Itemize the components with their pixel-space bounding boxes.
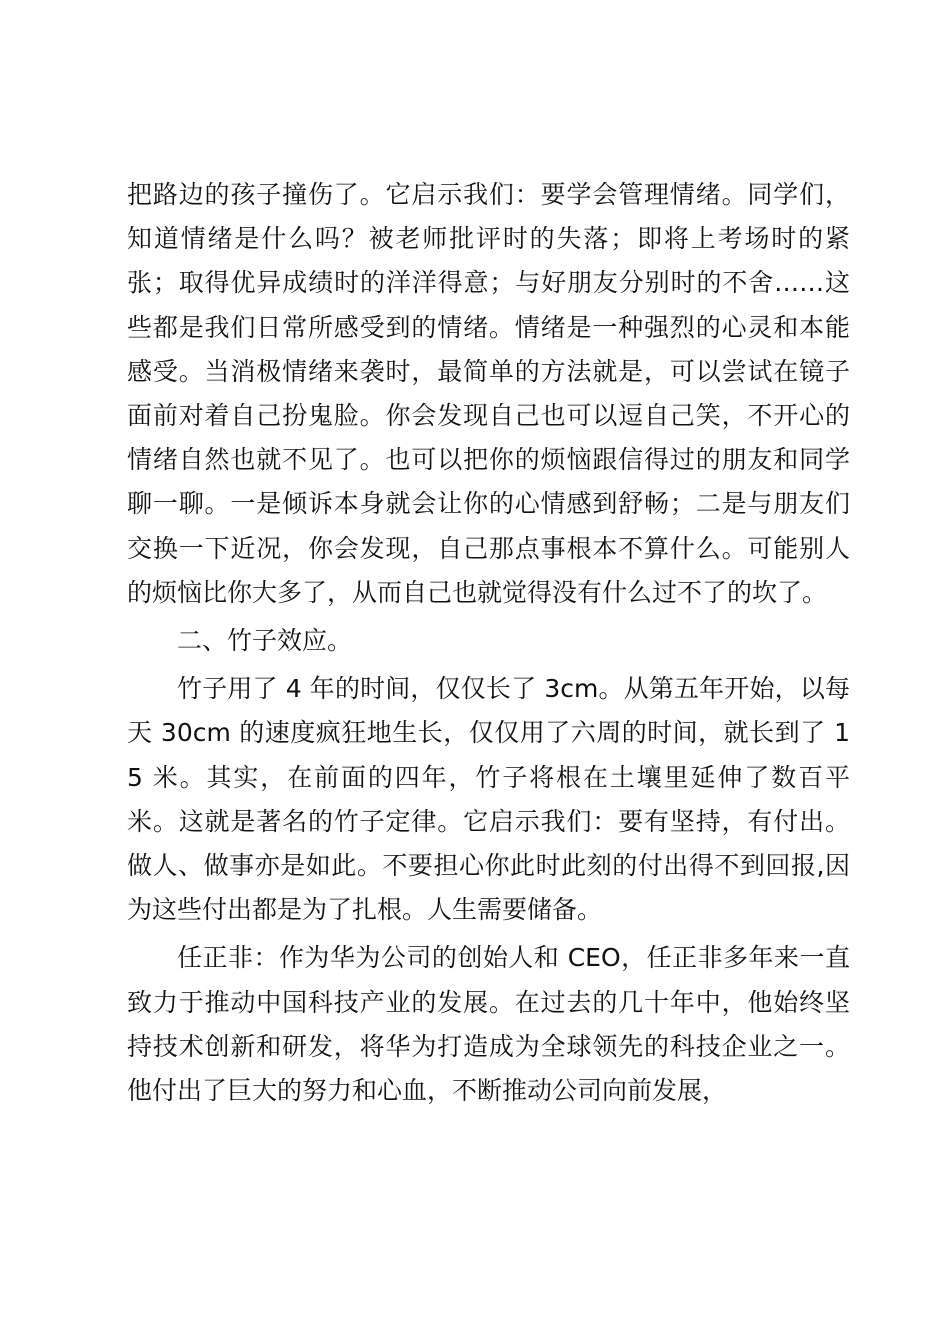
paragraph-bamboo-law: 竹子用了 4 年的时间，仅仅长了 3cm。从第五年开始，以每天 30cm 的速度疯狂地生长，仅仅用了六周的时间，就长到了 15 米。其实，在前面的四年，竹子将根在土壤里延伸了数百平米。这就是著名的竹子定律。它启示我们：要有坚持，有付出。做人、做事亦是如此。不要担心你此时此刻的付出得不到回报,因为这些付出都是为了扎根。人生需要储备。 (127, 674, 850, 925)
paragraph-emotion-management: 把路边的孩子撞伤了。它启示我们：要学会管理情绪。同学们，知道情绪是什么吗？被老师批评时的失落；即将上考场时的紧张；取得优异成绩时的洋洋得意；与好朋友分别时的不舍……这些都是我们日常所感受到的情绪。情绪是一种强烈的心灵和本能感受。当消极情绪来袭时，最简单的方法就是，可以尝试在镜子面前对着自己扮鬼脸。你会发现自己也可以逗自己笑，不开心的情绪自然也就不见了。也可以把你的烦恼跟信得过的朋友和同学聊一聊。一是倾诉本身就会让你的心情感到舒畅；二是与朋友们交换一下近况，你会发现，自己那点事根本不算什么。可能别人的烦恼比你大多了，从而自己也就觉得没有什么过不了的坎了。 (127, 180, 850, 607)
document-body (127, 173, 850, 1113)
section-heading-bamboo-effect: 二、竹子效应。 (177, 626, 353, 656)
paragraph-ren-zhengfei: 任正非：作为华为公司的创始人和 CEO，任正非多年来一直致力于推动中国科技产业的发展。在过去的几十年中，他始终坚持技术创新和研发，将华为打造成为全球领先的科技企业之一。他付出了巨大的努力和心血，不断推动公司向前发展， (127, 943, 850, 1106)
